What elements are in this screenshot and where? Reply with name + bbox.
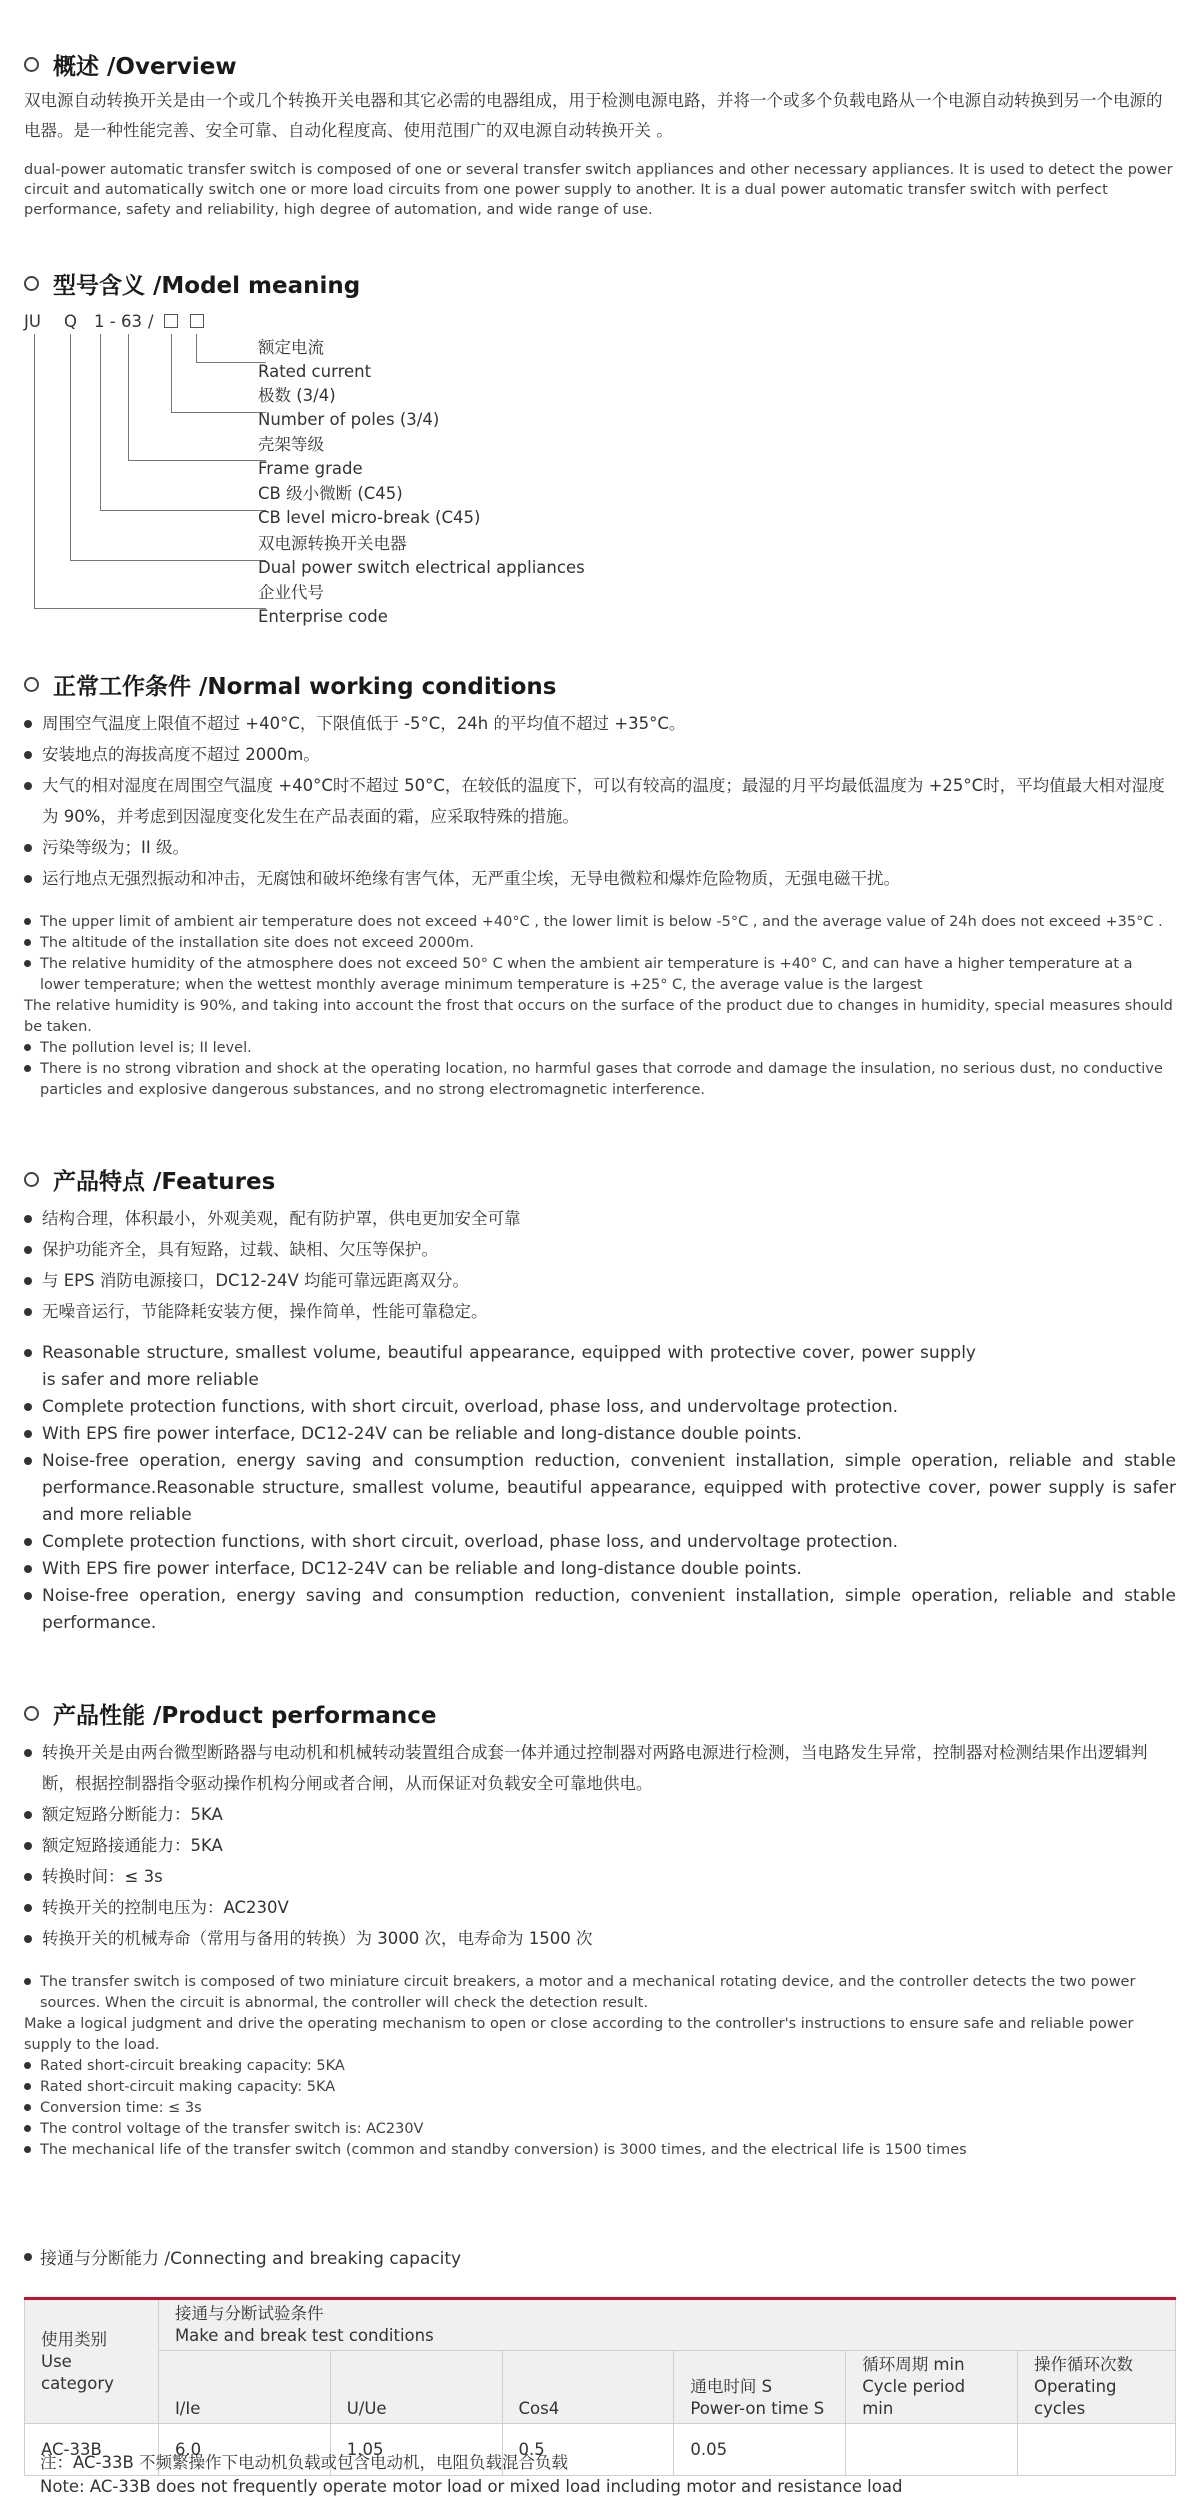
overview-en-text: dual-power automatic transfer switch is composed of one or several transfer switch appliances and other necessary appliances. It is used to detect the power circuit and automatically switch one or more load circuits from one power supply to another. It is a dual power automatic transfer switch with perfect performance, safety and reliability, high degree of automation, and wide range of use. (24, 162, 1173, 218)
list-item: Noise-free operation, energy saving and consumption reduction, convenient installation, simple operation, reliable and stable performance.Reasonable structure, smallest volume, beautiful appearance, equipped with protective cover, power supply is safer and more reliable (24, 1448, 1176, 1529)
list-item: The relative humidity is 90%, and taking into account the frost that occurs on the surface of the product due to changes in humidity, special measures should be taken. (24, 998, 1173, 1035)
col-header-operating-cycles: 操作循环次数 Operating cycles (1018, 2351, 1176, 2424)
overview-cn-text: 双电源自动转换开关是由一个或几个转换开关电器和其它必需的电器组成，用于检测电源电路，并将一个或多个负载电路从一个电源自动转换到另一个电源的电器。是一种性能完善、安全可靠、自动化程度高、使用范围广的双电源自动转换开关 。 (24, 91, 1163, 140)
performance-heading (24, 1697, 437, 1730)
list-item: 转换时间：≤ 3s (24, 1861, 1176, 1892)
circle-icon (24, 57, 39, 72)
table-cell: 1.05 (330, 2424, 502, 2476)
list-item: 周围空气温度上限值不超过 +40°C，下限值低于 -5°C，24h 的平均值不超过 +35°C。 (24, 708, 1176, 739)
test-conditions-header: 接通与分断试验条件 Make and break test conditions (158, 2299, 1175, 2351)
overview-heading (24, 48, 237, 81)
list-item: Noise-free operation, energy saving and consumption reduction, convenient installation, simple operation, reliable and stable performance. (24, 1583, 1176, 1637)
list-item: 污染等级为；II 级。 (24, 832, 1176, 863)
table-cell: 0.5 (502, 2424, 674, 2476)
col-header-u-ue: U/Ue (330, 2351, 502, 2424)
circle-icon (24, 1172, 39, 1187)
list-item: 运行地点无强烈振动和冲击，无腐蚀和破坏绝缘有害气体，无严重尘埃，无导电微粒和爆炸危险物质，无强电磁干扰。 (24, 863, 1176, 894)
table-cell: AC-33B (25, 2424, 159, 2476)
poles-box-icon (164, 312, 178, 331)
list-item: Complete protection functions, with short circuit, overload, phase loss, and undervoltage protection. (24, 1529, 1176, 1556)
list-item: 额定短路接通能力：5KA (24, 1830, 1176, 1861)
list-item: 结构合理，体积最小，外观美观，配有防护罩，供电更加安全可靠 (24, 1203, 1176, 1234)
list-item: The altitude of the installation site does not exceed 2000m. (24, 933, 1176, 954)
model-label-poles: 极数 (3/4) Number of poles (3/4) (258, 386, 440, 429)
list-item: Make a logical judgment and drive the operating mechanism to open or close according to the controller's instructions to ensure safe and reliable power supply to the load. (24, 2016, 1134, 2053)
features-title: 产品特点 /Features (53, 1169, 276, 1195)
list-item: 转换开关是由两台微型断路器与电动机和机械转动装置组合成套一体并通过控制器对两路电源进行检测，当电路发生异常，控制器对检测结果作出逻辑判断，根据控制器指令驱动操作机构分闸或者合闸，从而保证对负载安全可靠地供电。 (24, 1737, 1176, 1799)
capacity-table (24, 2297, 1176, 2476)
model-title: 型号含义 /Model meaning (53, 273, 361, 299)
col-header-i-ie: I/Ie (158, 2351, 330, 2424)
list-item: The transfer switch is composed of two miniature circuit breakers, a motor and a mechanical rotating device, and the controller detects the two power sources. When the circuit is abnormal, the controller will check the detection result. (24, 1972, 1176, 2014)
list-item: With EPS fire power interface, DC12-24V can be reliable and long-distance double points. (24, 1556, 1176, 1583)
list-item: 转换开关的控制电压为：AC230V (24, 1892, 1176, 1923)
conditions-title: 正常工作条件 /Normal working conditions (53, 674, 557, 700)
capacity-heading (24, 2244, 461, 2269)
overview-title: 概述 /Overview (53, 54, 237, 80)
model-code-ju: JU (24, 312, 41, 331)
list-item: The pollution level is; II level. (24, 1038, 1176, 1059)
list-item: Rated short-circuit making capacity: 5KA (24, 2077, 1176, 2098)
list-item: The control voltage of the transfer switch is: AC230V (24, 2119, 1176, 2140)
list-item: Rated short-circuit breaking capacity: 5KA (24, 2056, 1176, 2077)
col-header-cycle-period: 循环周期 min Cycle period min (846, 2351, 1018, 2424)
list-item: The relative humidity of the atmosphere does not exceed 50° C when the ambient air temperature is +40° C, and can have a higher temperature at a lower temperature; when the wettest monthly average minimum temperature is +25° C, the average value is the largest (24, 954, 1176, 996)
model-label-cb: CB 级小微断 (C45) CB level micro-break (C45) (258, 484, 481, 527)
list-item: 大气的相对湿度在周围空气温度 +40°C时不超过 50°C，在较低的温度下，可以有较高的温度；最湿的月平均最低温度为 +25°C时，平均值最大相对湿度为 90%，并考虑到因湿度变化发生在产品表面的霜，应采取特殊的措施。 (24, 770, 1176, 832)
model-label-current: 额定电流 Rated current (258, 338, 372, 381)
conditions-cn-list (24, 708, 1176, 894)
list-item: Conversion time: ≤ 3s (24, 2098, 1176, 2119)
list-item: 与 EPS 消防电源接口，DC12-24V 均能可靠远距离双分。 (24, 1265, 1176, 1296)
list-item: There is no strong vibration and shock at the operating location, no harmful gases that corrode and damage the insulation, no serious dust, no conductive particles and explosive dangerous substances, and no strong electromagnetic interference. (24, 1059, 1176, 1101)
list-item: 额定短路分断能力：5KA (24, 1799, 1176, 1830)
table-cell: 0.05 (674, 2424, 846, 2476)
model-diagram (24, 312, 724, 642)
list-item: 转换开关的机械寿命（常用与备用的转换）为 3000 次，电寿命为 1500 次 (24, 1923, 1176, 1954)
model-code-q: Q (64, 312, 77, 331)
model-heading (24, 267, 360, 300)
model-code-frame: 1 - 63 (94, 312, 142, 331)
bullet-icon (24, 2253, 32, 2261)
list-item: The mechanical life of the transfer switch (common and standby conversion) is 3000 times, and the electrical life is 1500 times (24, 2140, 1176, 2161)
conditions-heading (24, 668, 557, 701)
capacity-title: 接通与分断能力 /Connecting and breaking capacity (40, 2249, 462, 2269)
features-en-list (24, 1340, 1176, 1637)
list-item: 安装地点的海拔高度不超过 2000m。 (24, 739, 1176, 770)
list-item: Reasonable structure, smallest volume, beautiful appearance, equipped with protective cover, power supply is safer and more reliable (24, 1340, 1176, 1394)
circle-icon (24, 1706, 39, 1721)
performance-cn-list (24, 1737, 1176, 1954)
list-item: The upper limit of ambient air temperature does not exceed +40°C , the lower limit is below -5°C , and the average value of 24h does not exceed +35°C . (24, 912, 1176, 933)
conditions-en-list (24, 912, 1176, 1101)
model-label-enterprise: 企业代号 Enterprise code (258, 583, 388, 626)
performance-en-list (24, 1972, 1176, 2161)
table-cell: 6.0 (158, 2424, 330, 2476)
performance-title: 产品性能 /Product performance (53, 1703, 437, 1729)
model-label-frame: 壳架等级 Frame grade (258, 435, 363, 478)
col-header-power-on-time: 通电时间 S Power-on time S (674, 2351, 846, 2424)
current-box-icon (190, 312, 204, 331)
model-code-slash: / (148, 312, 154, 331)
list-item: Complete protection functions, with short circuit, overload, phase loss, and undervoltage protection. (24, 1394, 1176, 1421)
list-item: 保护功能齐全，具有短路，过载、缺相、欠压等保护。 (24, 1234, 1176, 1265)
circle-icon (24, 677, 39, 692)
features-heading (24, 1163, 275, 1196)
circle-icon (24, 276, 39, 291)
col-header-cos: Cos4 (502, 2351, 674, 2424)
list-item: 无噪音运行，节能降耗安装方便，操作简单，性能可靠稳定。 (24, 1296, 1176, 1327)
model-label-dual-power: 双电源转换开关电器 Dual power switch electrical appliances (258, 534, 585, 577)
table-cell (1018, 2424, 1176, 2476)
list-item: With EPS fire power interface, DC12-24V can be reliable and long-distance double points. (24, 1421, 1176, 1448)
use-category-header: 使用类别 Use category (25, 2299, 159, 2424)
features-cn-list (24, 1203, 1176, 1327)
capacity-note: 注：AC-33B 不频繁操作下电动机负载或包含电动机，电阻负载混合负载 Note: AC-33B does not frequently operate motor load or mixed load including motor and resistance load (40, 2453, 903, 2496)
